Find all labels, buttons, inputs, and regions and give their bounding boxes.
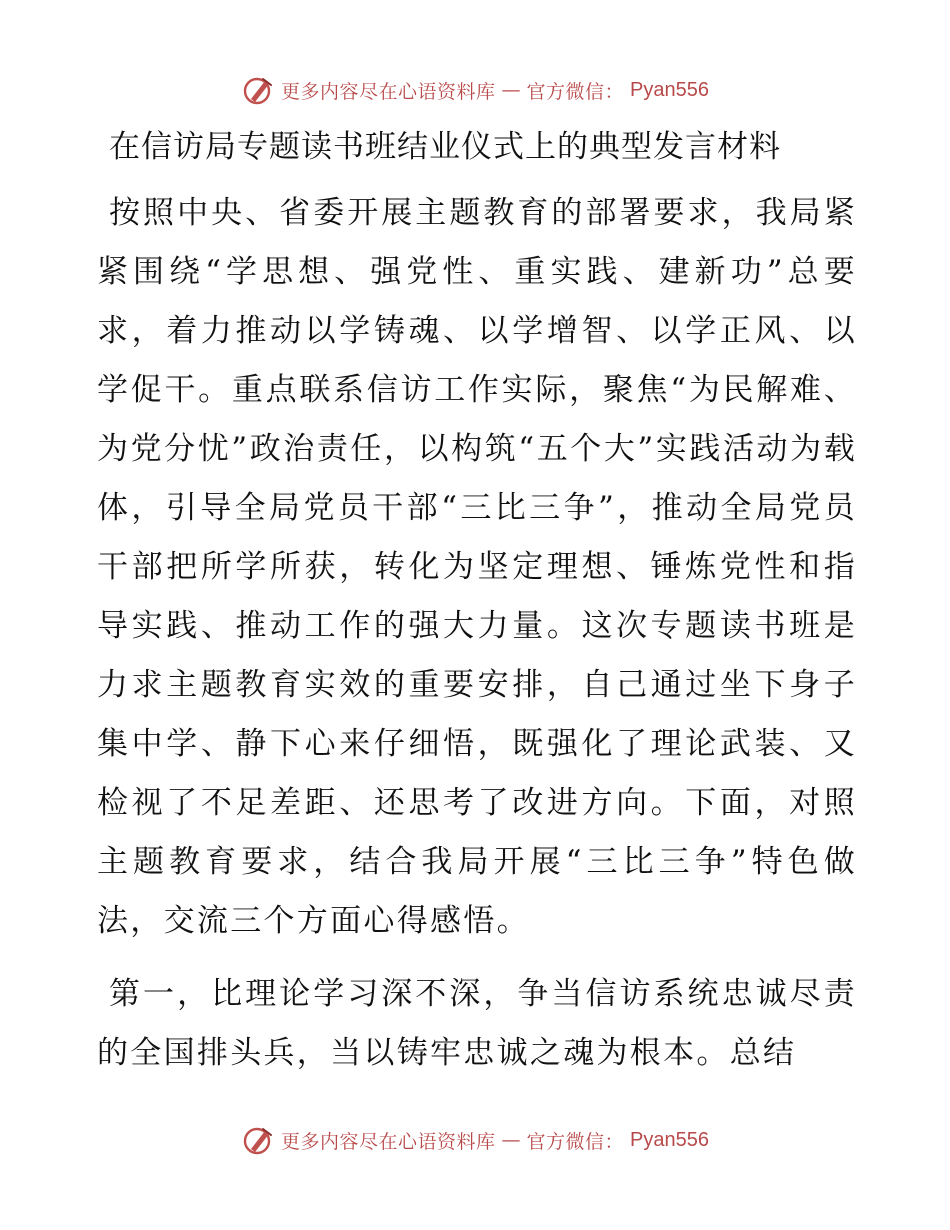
paragraph-intro: 按照中央、省委开展主题教育的部署要求，我局紧紧围绕“学思想、强党性、重实践、建新功”总要求，着力推动以学铸魂、以学增智、以学正风、以学促干。重点联系信访工作实际，聚焦“为民解难、为党分忧”政治责任，以构筑“五个大”实践活动为载体，引导全局党员干部“三比三争”，推动全局党员干部把所学所获，转化为坚定理想、锤炼党性和指导实践、推动工作的强大力量。这次专题读书班是力求主题教育实效的重要安排，自己通过坐下身子集中学、静下心来仔细悟，既强化了理论武装、又检视了不足差距、还思考了改进方向。下面，对照主题教育要求，结合我局开展“三比三争”特色做法，交流三个方面心得感悟。 (97, 195, 858, 939)
banner-wechat-label: 官方微信： (526, 1130, 625, 1153)
header-watermark-banner (0, 68, 950, 112)
banner-text: 更多内容尽在心语资料库 (281, 80, 496, 103)
paragraph-section-one: 第一，比理论学习深不深，争当信访系统忠诚尽责的全国排头兵，当以铸牢忠诚之魂为根本。总结 (97, 976, 857, 1071)
banner-separator: — (501, 1129, 521, 1151)
document-body (97, 118, 857, 1097)
pen-logo-icon (241, 73, 275, 107)
banner-wechat-label: 官方微信： (526, 80, 625, 103)
footer-watermark-banner (0, 1118, 950, 1162)
document-title: 在信访局专题读书班结业仪式上的典型发言材料 (109, 129, 781, 165)
banner-text: 更多内容尽在心语资料库 (281, 1130, 496, 1153)
pen-logo-icon (241, 1123, 275, 1157)
banner-separator: — (501, 79, 521, 101)
banner-wechat-id: Pyan556 (630, 1128, 709, 1151)
banner-wechat-id: Pyan556 (630, 78, 709, 101)
